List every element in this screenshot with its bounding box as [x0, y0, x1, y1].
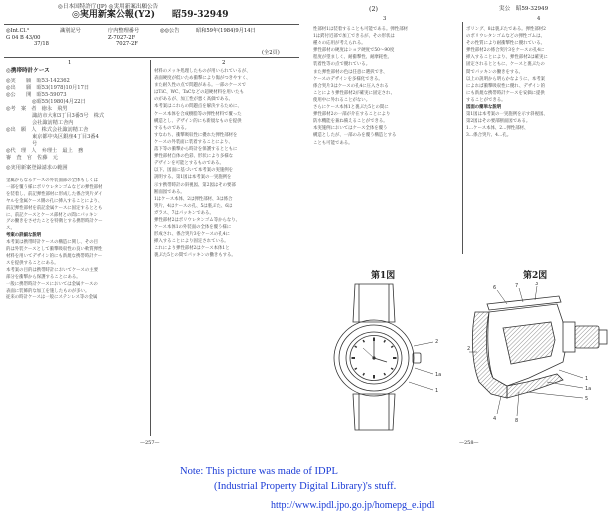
text-line: 防水機能を兼ね備えることができる。 — [313, 119, 388, 125]
gazette-page-right — [309, 0, 615, 448]
bib-line: ◎昭55(1980)4月22日 — [6, 99, 86, 105]
text-line: 使用中に外れることがない。 — [313, 97, 371, 103]
text-line: 本考案の目的は携帯時計においてケースの主要 — [6, 267, 98, 273]
text-line: 弾性部材2の係合突片3をケースの孔4に — [466, 48, 545, 54]
col-number-4: 4 — [537, 16, 541, 22]
text-line: ケース本体1の外装面の全体を覆う様に — [154, 225, 232, 231]
page-header-number: (2) — [369, 5, 379, 13]
text-line: デザインを可能とするものである。 — [154, 161, 224, 167]
page-number-left: —257— — [140, 440, 160, 446]
text-line: 示す携帯時計の斜視図、第2図はその要部 — [154, 182, 236, 188]
text-line: 1は鍔付近部で加工できるが、その形状は — [313, 34, 395, 40]
text-line: 弾性部材自体の色彩、形状により多様な — [154, 154, 234, 160]
svg-text:2: 2 — [467, 346, 471, 352]
text-line: その性質により耐衝撃性に優れている。 — [466, 41, 546, 47]
bib-line: 審 査 官 佐藤 元 — [6, 155, 58, 161]
bib-line: 会社諏訪精工舎内 — [6, 120, 74, 126]
page-count: (全2頁) — [262, 50, 280, 56]
text-line: 弾性部材の硬度はショア硬度で50〜90度 — [313, 48, 395, 54]
bib-line: ◎公 開 昭55-59073 — [6, 92, 67, 98]
header-rule — [4, 24, 299, 25]
text-line: 形成され、係合突片3をケースの孔4に — [154, 232, 230, 238]
office-ref-2: 7027-2F — [116, 41, 138, 47]
bib-line: ◎代 理 人 弁理士 最上 務 — [6, 148, 84, 154]
section-heading: 図面の簡単な説明 — [466, 105, 502, 111]
text-line: 挿入することにより、弾性部材2は確実に — [466, 55, 548, 61]
gazette-page-left — [0, 0, 303, 448]
text-line: 裏ぶた5との間でパッキンの働きもする。 — [154, 253, 236, 259]
text-line: また耐久性の点で問題がある。一部のケースで — [154, 83, 246, 89]
figure-2-cross-section-drawing — [467, 282, 613, 432]
text-line: 以上の説明から明らかなように、本考案 — [466, 76, 546, 82]
text-line: ケースの外装面に装着することにより、 — [154, 139, 233, 145]
figure-1-watch-drawing — [315, 282, 455, 432]
class-code-2: 37/18 — [34, 41, 49, 47]
page-header-ref: 実公 昭59-32949 — [499, 6, 549, 12]
text-line: 一部を覆う様にポリウレタンゴムなどの弾性部材 — [6, 184, 103, 190]
text-line: 説明する。第1図は本考案の一実施例を — [154, 175, 232, 181]
source-note-line1: Note: This picture was made of IDPL — [180, 466, 338, 477]
text-line: 種々の応用が考えられる。 — [313, 41, 366, 47]
text-line: 表面に装飾的な加工を施したものが多い。 — [6, 288, 90, 294]
text-line: 第2図はその要部断面図である。 — [466, 119, 531, 125]
publication-date: 昭和59年(1984)9月14日 — [196, 28, 256, 34]
office-ref-1: Z-7027-2F — [108, 35, 136, 41]
bib-line: ◎考 案 者 徳永 飛男 — [6, 106, 68, 112]
text-line: 材料を用いてデザイン的にも新規な携帯時計ケー — [6, 253, 103, 259]
svg-text:8: 8 — [515, 418, 519, 424]
svg-text:4: 4 — [493, 416, 497, 422]
svg-text:1a: 1a — [435, 372, 442, 378]
bib-line: ◎実 願 昭53-142362 — [6, 78, 70, 84]
gazette-number: 昭59-32949 — [172, 10, 229, 20]
text-line: によれば衝撃吸収性に優れ、デザイン的 — [466, 83, 545, 89]
bib-line: 諏訪市大和3丁目3番5号 株式 — [6, 113, 105, 119]
text-line: また弾性部材の色は任意に選択でき、 — [313, 69, 388, 75]
invention-title: ◎携帯時計ケース — [6, 68, 50, 74]
text-line: 表面硬度が低いため衝撃により傷がつきやすく、 — [154, 76, 251, 82]
text-line: 固定されるとともに、ケースと裏ぶたの — [466, 62, 545, 68]
text-line: すなわち、衝撃吸収性に優れた弾性部材を — [154, 132, 238, 138]
text-line: ガラス、7はパッキンである。 — [154, 210, 214, 216]
description-continued-col2 — [466, 26, 612, 254]
text-line: グの働きをさせたことを特徴とする携帯時計ケー — [6, 219, 103, 225]
svg-text:6: 6 — [493, 285, 497, 291]
svg-text:1: 1 — [435, 388, 439, 394]
bib-line: ◎実用新案登録請求の範囲 — [6, 165, 68, 171]
svg-text:1a: 1a — [585, 386, 592, 392]
gazette-title: ◎実用新案公報(Y2) — [72, 10, 156, 20]
text-line: 突片、4はケースの孔、5は裏ぶた、6は — [154, 203, 233, 209]
text-line: ボリング、8は裏ぶたである。弾性部材2 — [466, 27, 546, 32]
intcl-label: ◎Int.Cl.³ — [6, 28, 30, 34]
text-line: に、前記ケースとケース部材との間にパッキン — [6, 212, 98, 218]
text-line: 本実施例においてはケース全体を覆う — [313, 126, 388, 132]
text-line: さらにケース本体1と裏ぶた5との間に — [313, 105, 389, 111]
col-number-2: 2 — [222, 60, 226, 66]
column-divider — [150, 60, 151, 436]
svg-text:3: 3 — [535, 282, 539, 287]
text-line: ことにより弾性部材2が確実に固定され、 — [313, 90, 396, 96]
text-line: スを提供することにある。 — [6, 260, 59, 266]
bib-line: 号 — [6, 141, 38, 147]
text-line: 前記弾性部材を前記金属ケースに固定するととも — [6, 205, 103, 211]
text-line: を装着し、前記弾性部材に形成した係合突片ダイ — [6, 191, 103, 197]
text-line: 間でパッキンの働きをする。 — [466, 69, 524, 75]
text-line: 一般に携帯時計ケースにおいては金属ケースの — [6, 281, 98, 287]
figure-1-label: 第1図 — [371, 271, 396, 281]
column-divider — [462, 22, 463, 254]
publication-label: ◎◎公告 — [160, 28, 180, 34]
text-line: 性部材1は装着することも可能である。弾性部材 — [313, 27, 408, 32]
svg-text:1: 1 — [585, 376, 589, 382]
text-line: 従来の時計ケースは一般にステンレス等の金属 — [6, 295, 98, 301]
text-line: にも新規な携帯時計ケースを安価に提供 — [466, 90, 545, 96]
text-line: 部分を衝撃から保護することにある。 — [6, 274, 81, 280]
text-line: 1はケース本体、2は弾性部材、3は係合 — [154, 196, 233, 202]
text-line: 金属からなるケースの外装面部の全体もしくは — [6, 178, 98, 183]
text-line: 弾性部材2の一部が介在することにより — [313, 112, 391, 118]
text-line: 装着性等の点で優れている。 — [313, 62, 371, 68]
text-line: ケース本体を合成樹脂等の弾性材料で覆った — [154, 111, 242, 117]
page-number-right: —258— — [459, 440, 479, 446]
text-line: するものである。 — [154, 125, 190, 131]
text-line: 落下等の衝撃から時計を保護するとともに — [154, 147, 238, 153]
text-line: 挿入することにより固定されている。 — [154, 239, 229, 245]
text-line: 以下、図面に基づいて本考案の実施例を — [154, 168, 234, 174]
id-code-label: 識別記号 — [60, 28, 81, 34]
description-text-right — [154, 68, 300, 438]
text-line: 的は外装ケースとして衝撃吸収性の良い軟質弾性 — [6, 247, 103, 253]
text-line: 3…係合突片、4…孔。 — [466, 133, 512, 139]
bib-line: 東京都中央区銀座4丁目3番4 — [6, 134, 99, 140]
text-line: することができる。 — [466, 97, 506, 103]
text-line: ケースのデザインを多様化できる。 — [313, 76, 383, 82]
claims-text-left — [6, 178, 148, 436]
text-line: のがあるが、加工性が悪く高価である。 — [154, 97, 234, 103]
text-line: ス。 — [6, 226, 15, 232]
text-line: のポリウレタンゴムなどの弾性ゴムは、 — [466, 34, 545, 40]
svg-text:5: 5 — [585, 396, 589, 402]
text-line: はTiC、WC、TaCなどの超硬材料を用いたも — [154, 90, 244, 96]
section-heading: 考案の詳細な説明 — [6, 233, 42, 239]
text-line: 材料のメッキ処理したものが用いられているが、 — [154, 69, 251, 74]
description-continued-col1 — [313, 26, 459, 254]
class-code-1: G 04 B 43/00 — [6, 35, 41, 41]
col-number-1: 1 — [68, 60, 72, 66]
text-line: 構造とし、デザイン的にも新規なものを提供 — [154, 118, 242, 124]
gazette-top-line: ◎日本国特許庁(JP) ◎実用新案出願公告 — [58, 4, 159, 10]
text-line: ヤルを金属ケース側の孔に挿入することにより、 — [6, 198, 103, 204]
text-line: 係合突片3はケースの孔4に圧入される — [313, 83, 389, 89]
text-line: 第1図は本考案の一実施例を示す斜視図、 — [466, 112, 548, 118]
text-line: 本考案は携帯時計ケースの構造に関し、その目 — [6, 240, 98, 246]
svg-text:2: 2 — [435, 339, 439, 345]
bib-line: ◎出 願 人 株式会社諏訪精工舎 — [6, 127, 89, 133]
svg-text:7: 7 — [515, 283, 519, 289]
col-number-3: 3 — [383, 16, 387, 22]
text-line: 程度が望ましく、耐衝撃性、耐摩耗性、 — [313, 55, 392, 61]
text-line: 本考案はこれらの問題点を解決するために、 — [154, 104, 242, 110]
office-ref-label: 庁内整理番号 — [108, 28, 140, 34]
header-rule-2 — [4, 57, 299, 58]
text-line: 1…ケース本体、2…弾性部材、 — [466, 126, 529, 132]
text-line: 断面図である。 — [154, 189, 185, 195]
text-line: これにより弾性部材2はケース本体1と — [154, 246, 230, 252]
text-line: ことも可能である。 — [313, 140, 353, 146]
bib-line: ◎出 願 昭53(1978)10月17日 — [6, 85, 90, 91]
text-line: 弾性部材2はポリウレタンゴム等からなり、 — [154, 217, 241, 223]
source-note-url[interactable]: http://www.ipdl.jpo.go.jp/homepg_e.ipdl — [271, 500, 435, 511]
figure-2-label: 第2図 — [523, 271, 548, 281]
source-note-line2: (Industrial Property Digital Library)'s stuff. — [214, 481, 397, 492]
text-line: 構造としたが、一部のみを覆う構造とする — [313, 133, 397, 139]
